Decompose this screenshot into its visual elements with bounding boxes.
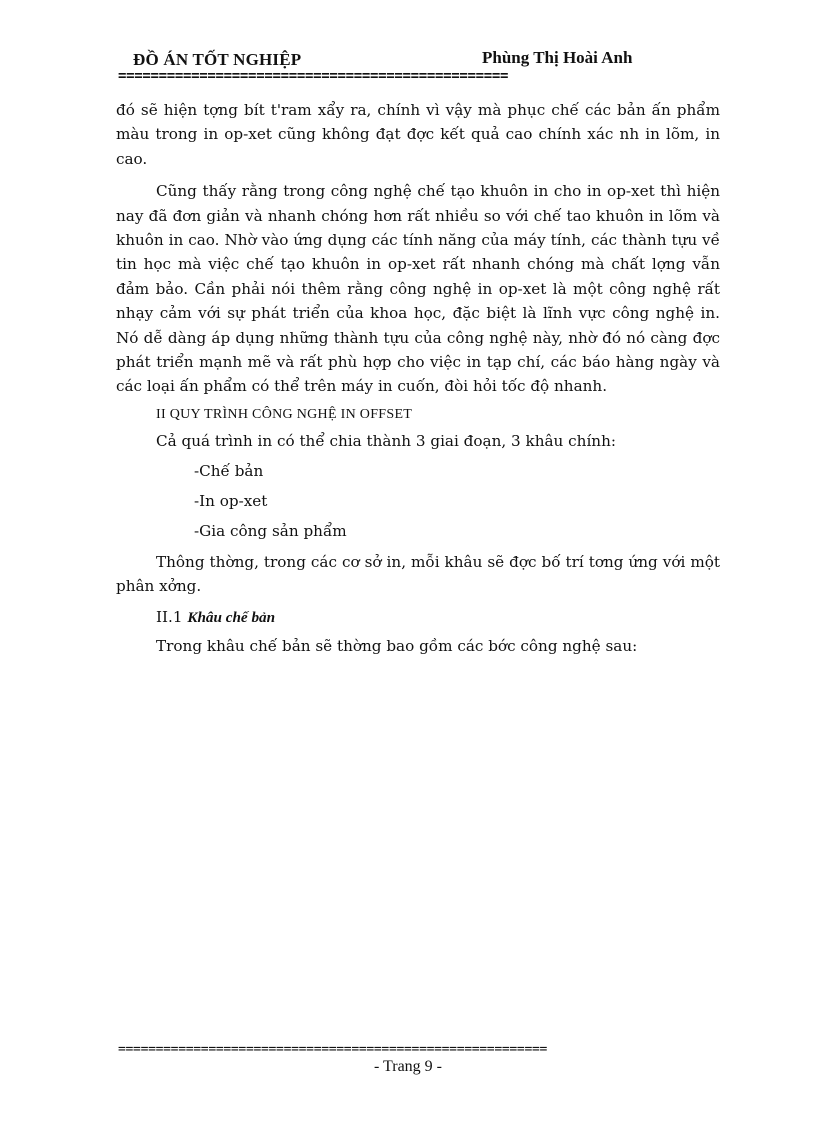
footer-rule: ========================================================= — [118, 1042, 548, 1057]
subsection-title: Khâu chế bản — [187, 608, 276, 626]
section-heading: II QUY TRÌNH CÔNG NGHỆ IN OFFSET — [156, 406, 413, 422]
list-item-1: -Chế bản — [194, 461, 264, 480]
subsection-heading — [156, 605, 720, 630]
header-author: Phùng Thị Hoài Anh — [482, 48, 633, 67]
list-item-2: -In op-xet — [194, 491, 268, 510]
paragraph-1: đó sẽ hiện tợng bít t'ram xẩy ra, chính vì vậy mà phục chế các bản ấn phẩm màu trong in op-xet cũng không đạt đợc kết quả cao chính xác nh in lõm, in cao. — [116, 101, 720, 168]
body-text — [116, 98, 720, 658]
header-title: ĐỒ ÁN TỐT NGHIỆP — [133, 50, 302, 69]
paragraph-2: Cũng thấy rằng trong công nghệ chế tạo khuôn in cho in op-xet thì hiện nay đã đơn giản và nhanh chóng hơn rất nhiều so với chế tao khuôn in lõm và khuôn in cao. Nhờ vào ứng dụng các tính năng của máy tính, các thành tựu về tin học mà việc chế tạo khuôn in op-xet rất nhanh chóng mà chất lợng vẫn đảm bảo. Cần phải nói thêm rằng công nghệ in op-xet là một công nghệ rất nhạy cảm với sự phát triển của khoa học, đặc biệt là lĩnh vực công nghệ in. Nó dễ dàng áp dụng những thành tựu của công nghệ này, nhờ đó nó càng đợc phát triển mạnh mẽ và rất phù hợp cho việc in tạp chí, các báo hàng ngày và các loại ấn phẩm có thể trên máy in cuốn, đòi hỏi tốc độ nhanh. — [116, 182, 720, 396]
subsection-number: II.1 — [156, 607, 183, 626]
header-rule: ================================================ — [118, 68, 509, 84]
paragraph-4: Thông thờng, trong các cơ sở in, mỗi khâu sẽ đợc bố trí tơng ứng với một phân xởng. — [116, 552, 720, 596]
page-number: - Trang 9 - — [373, 1058, 442, 1075]
paragraph-5: Trong khâu chế bản sẽ thờng bao gồm các bớc công nghệ sau: — [156, 636, 638, 655]
list-item-3: -Gia công sản phẩm — [194, 521, 347, 540]
paragraph-3: Cả quá trình in có thể chia thành 3 giai đoạn, 3 khâu chính: — [156, 432, 616, 451]
